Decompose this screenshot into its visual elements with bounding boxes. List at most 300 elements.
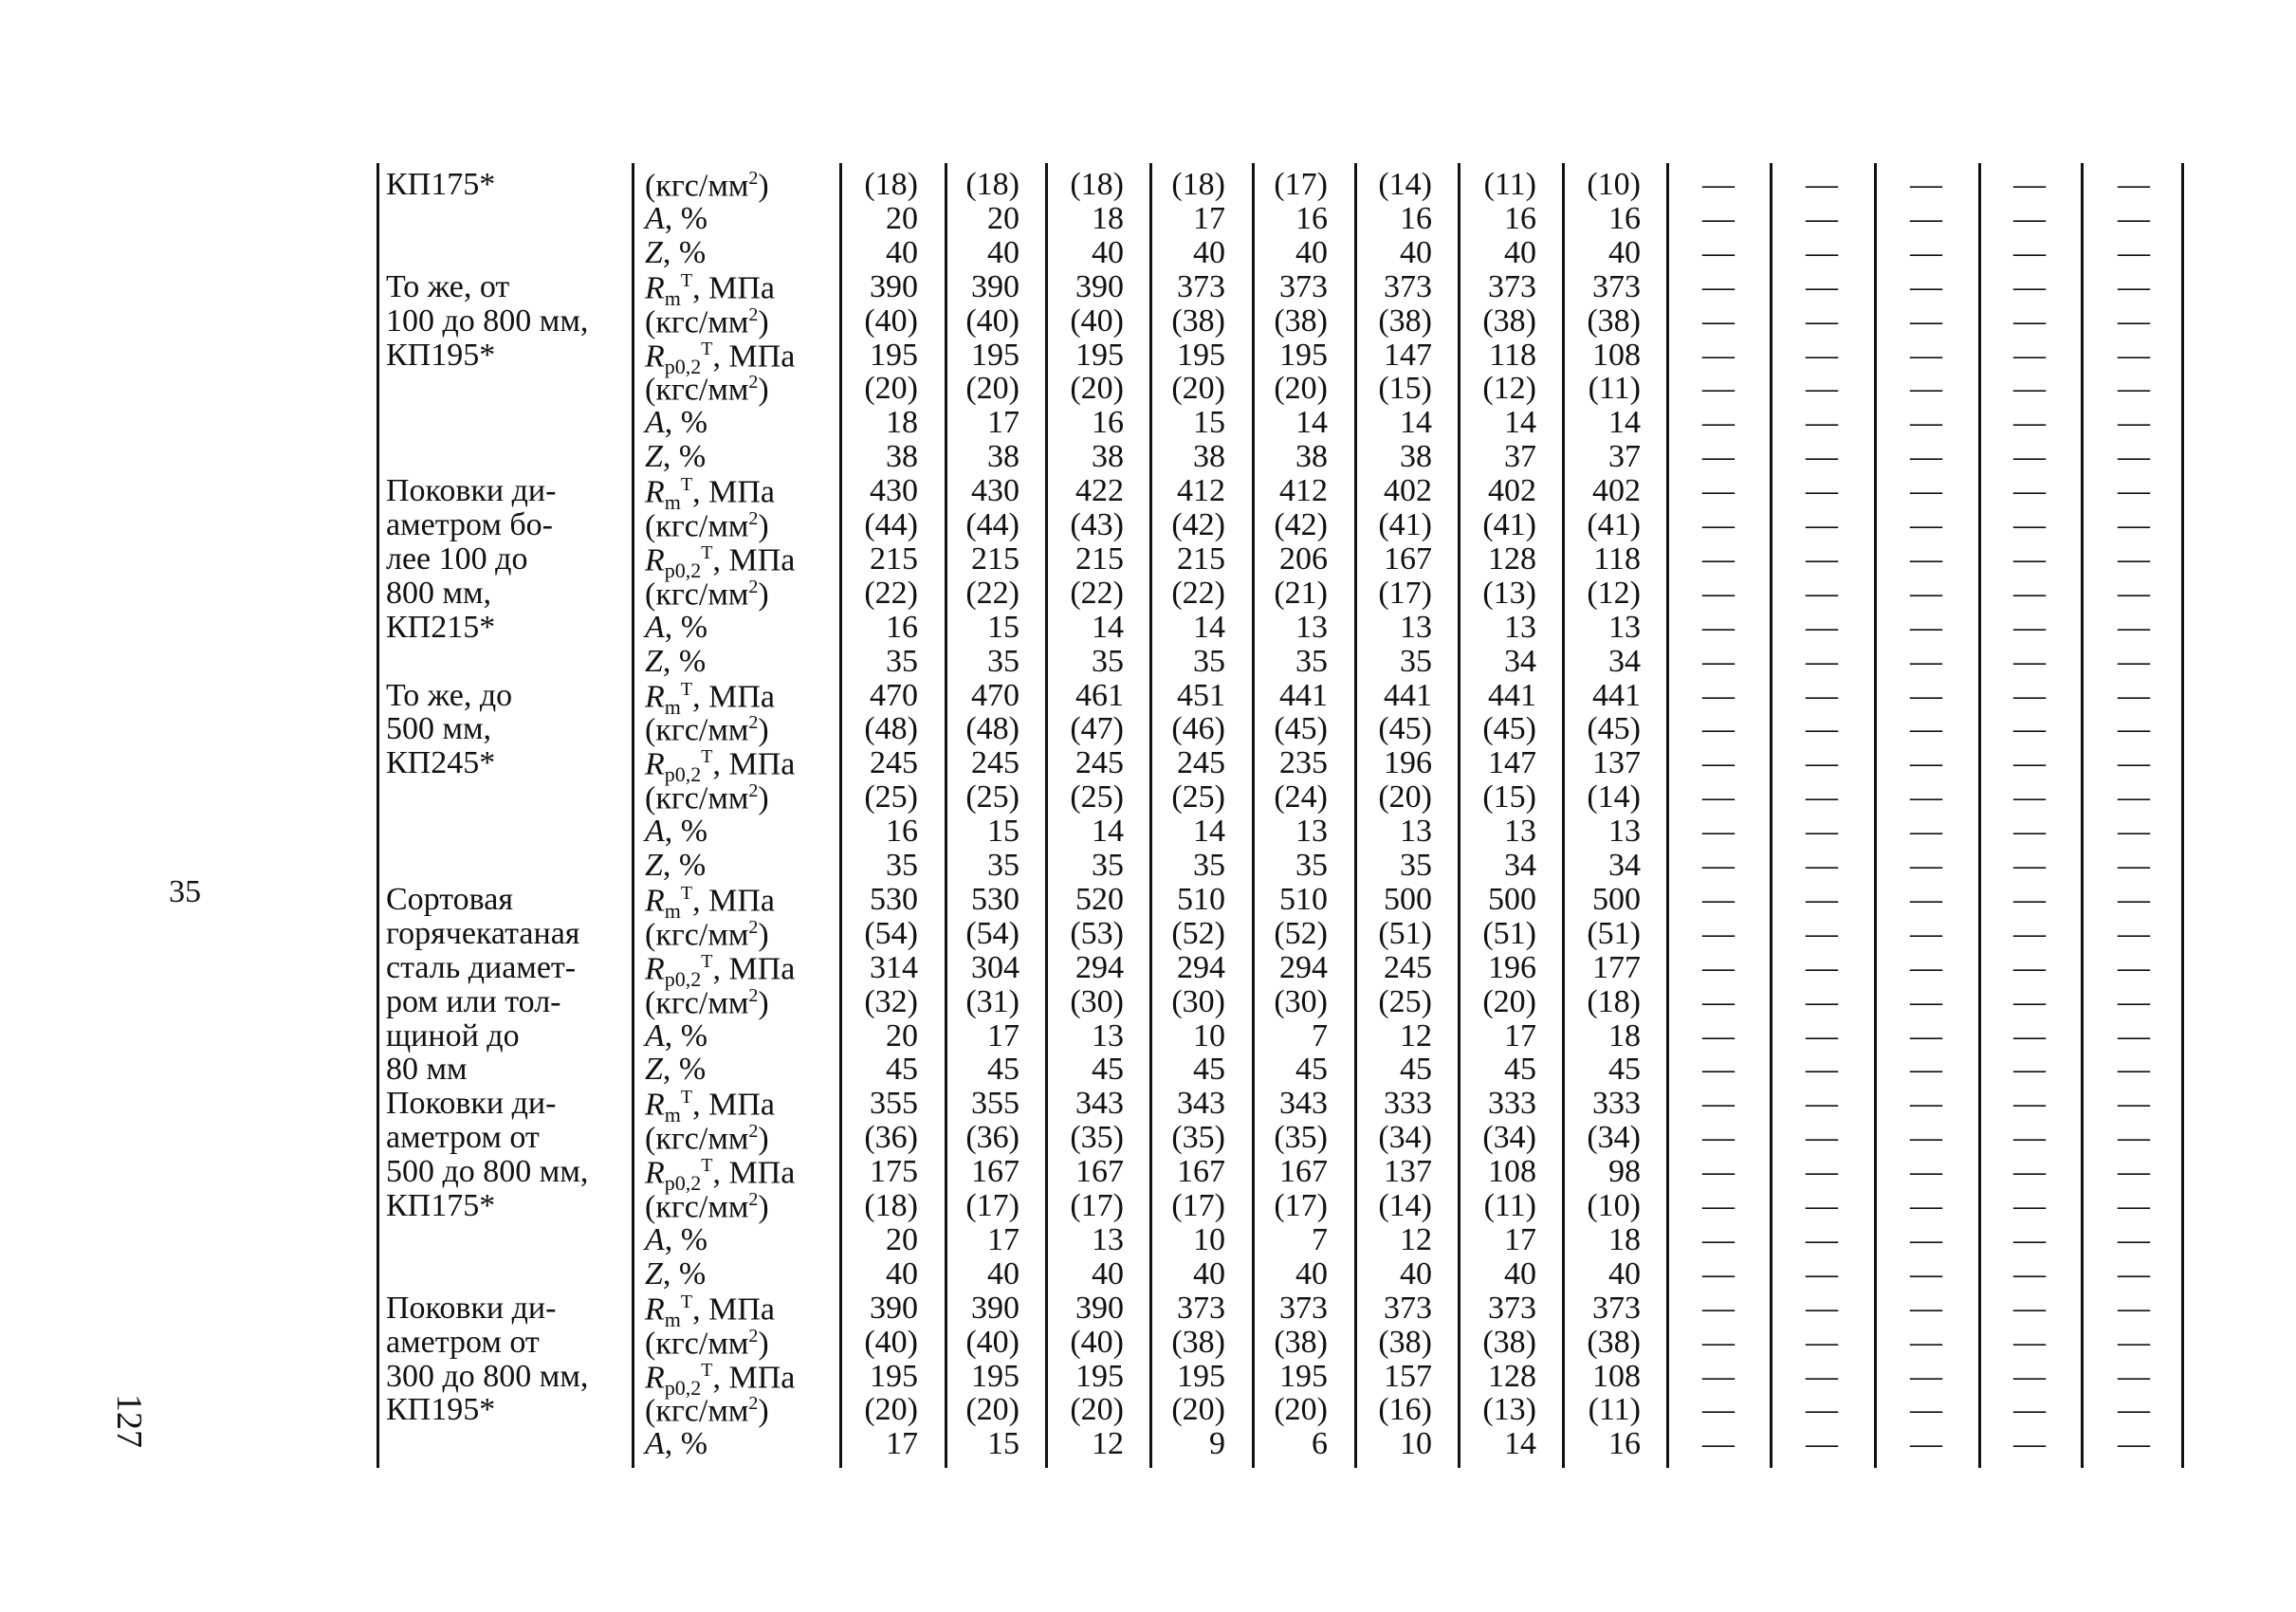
empty-dash-cell: — [1702,1052,1735,1088]
value-cell: (52) [1274,915,1328,951]
value-cell: 40 [1295,1255,1328,1291]
value-cell: 40 [1608,1255,1641,1291]
empty-dash-cell: — [1910,779,1942,815]
empty-dash-cell: — [1910,200,1942,236]
value-cell: 16 [1400,200,1432,236]
value-cell: (15) [1482,779,1536,815]
empty-dash-cell: — [1702,1086,1735,1122]
empty-dash-cell: — [1806,1358,1838,1394]
empty-dash-cell: — [1806,200,1838,236]
value-cell: (25) [1171,779,1225,815]
value-cell: 373 [1177,1290,1225,1326]
value-cell: (38) [1171,302,1225,339]
value-cell: 15 [1193,405,1225,441]
value-cell: (31) [965,983,1019,1019]
value-cell: 470 [971,677,1019,713]
value-cell: 17 [1504,1221,1536,1257]
property-cell: $(кгс/мм^2)$ [645,303,769,339]
value-cell: 38 [987,439,1019,475]
value-cell: 195 [1075,1358,1124,1394]
value-cell: 45 [1400,1052,1432,1088]
empty-dash-cell: — [1806,405,1838,441]
empty-dash-cell: — [2118,1426,2150,1462]
value-cell: 147 [1384,337,1432,373]
value-cell: (42) [1171,507,1225,542]
empty-dash-cell: — [1702,609,1735,645]
value-cell: 412 [1279,473,1328,509]
value-cell: (25) [1378,983,1432,1019]
value-cell: (40) [1070,1324,1124,1360]
value-cell: 215 [1177,540,1225,577]
value-cell: 157 [1384,1358,1432,1394]
empty-dash-cell: — [2118,1290,2150,1326]
empty-dash-cell: — [1806,1086,1838,1122]
value-cell: 16 [886,814,918,850]
empty-dash-cell: — [1702,983,1735,1019]
value-cell: 45 [1295,1052,1328,1088]
value-cell: (34) [1482,1120,1536,1156]
value-cell: (45) [1378,711,1432,747]
value-cell: 16 [1608,1426,1641,1462]
value-cell: 13 [1504,814,1536,850]
value-cell: 510 [1279,881,1328,917]
value-cell: (14) [1378,167,1432,202]
property-cell: $(кгс/мм^2)$ [645,984,769,1020]
value-cell: (20) [864,1392,918,1428]
material-cell: То же, от [386,268,510,304]
value-cell: 40 [1092,1255,1124,1291]
empty-dash-cell: — [1806,983,1838,1019]
value-cell: 195 [1279,1358,1328,1394]
empty-dash-cell: — [1910,1358,1942,1394]
value-cell: (41) [1587,507,1641,542]
property-cell: A, % [645,1017,708,1053]
empty-dash-cell: — [2013,540,2046,577]
empty-dash-cell: — [1702,1221,1735,1257]
value-cell: (20) [965,1392,1019,1428]
value-cell: (24) [1274,779,1328,815]
value-cell: 12 [1400,1221,1432,1257]
empty-dash-cell: — [1806,1221,1838,1257]
empty-dash-cell: — [2013,949,2046,985]
property-cell: $(кгс/мм^2)$ [645,372,769,408]
empty-dash-cell: — [1806,643,1838,679]
empty-dash-cell: — [1910,302,1942,339]
empty-dash-cell: — [1702,1255,1735,1291]
value-cell: (45) [1587,711,1641,747]
column-rule [1666,163,1669,1468]
empty-dash-cell: — [1702,1426,1735,1462]
material-cell: Сортовая [386,881,513,917]
value-cell: 343 [1177,1086,1225,1122]
value-cell: (51) [1587,915,1641,951]
empty-dash-cell: — [2013,167,2046,202]
value-cell: 206 [1279,540,1328,577]
value-cell: (44) [965,507,1019,542]
property-cell: A, % [645,609,708,645]
empty-dash-cell: — [1910,371,1942,407]
empty-dash-cell: — [2013,337,2046,373]
value-cell: 40 [886,234,918,270]
empty-dash-cell: — [1910,1154,1942,1190]
property-cell: A, % [645,200,708,236]
value-cell: 34 [1504,643,1536,679]
value-cell: 373 [1279,268,1328,304]
material-cell: аметром от [386,1120,540,1156]
value-cell: 333 [1592,1086,1641,1122]
value-cell: 13 [1608,609,1641,645]
value-cell: (17) [965,1188,1019,1223]
empty-dash-cell: — [2013,371,2046,407]
empty-dash-cell: — [1910,643,1942,679]
value-cell: 38 [1193,439,1225,475]
empty-dash-cell: — [1806,1290,1838,1326]
value-cell: 17 [1193,200,1225,236]
value-cell: (46) [1171,711,1225,747]
empty-dash-cell: — [1702,371,1735,407]
column-rule [2081,163,2084,1468]
value-cell: (38) [1274,1324,1328,1360]
value-cell: (38) [1587,302,1641,339]
empty-dash-cell: — [2118,302,2150,339]
value-cell: (40) [864,302,918,339]
value-cell: (18) [965,167,1019,202]
value-cell: 35 [1193,848,1225,883]
value-cell: (17) [1274,1188,1328,1223]
empty-dash-cell: — [1702,507,1735,542]
empty-dash-cell: — [2013,1392,2046,1428]
value-cell: (38) [1378,302,1432,339]
value-cell: 35 [1092,643,1124,679]
value-cell: 461 [1075,677,1124,713]
empty-dash-cell: — [1910,405,1942,441]
value-cell: (35) [1274,1120,1328,1156]
empty-dash-cell: — [2118,983,2150,1019]
empty-dash-cell: — [2013,609,2046,645]
empty-dash-cell: — [2118,371,2150,407]
empty-dash-cell: — [1910,167,1942,202]
empty-dash-cell: — [2118,540,2150,577]
empty-dash-cell: — [2013,1120,2046,1156]
value-cell: 17 [886,1426,918,1462]
empty-dash-cell: — [2118,1221,2150,1257]
empty-dash-cell: — [1910,1426,1942,1462]
value-cell: 412 [1177,473,1225,509]
material-cell: сталь диамет- [386,949,577,985]
value-cell: 373 [1488,1290,1536,1326]
empty-dash-cell: — [1702,575,1735,611]
value-cell: 38 [886,439,918,475]
empty-dash-cell: — [1806,1392,1838,1428]
value-cell: 430 [870,473,918,509]
property-cell: $R_m^T$, МПа [645,882,776,924]
empty-dash-cell: — [1806,1255,1838,1291]
empty-dash-cell: — [1702,1324,1735,1360]
value-cell: 14 [1504,1426,1536,1462]
property-cell: $(кгс/мм^2)$ [645,576,769,613]
property-cell: $(кгс/мм^2)$ [645,1121,769,1157]
value-cell: (17) [1070,1188,1124,1223]
property-cell: $R_{p0,2}^T$, МПа [645,338,796,378]
property-cell: Z, % [645,234,707,270]
value-cell: 294 [1075,949,1124,985]
empty-dash-cell: — [1910,677,1942,713]
value-cell: (43) [1070,507,1124,542]
property-cell: Z, % [645,1052,707,1088]
column-rule [377,163,379,1468]
value-cell: (18) [1587,983,1641,1019]
value-cell: (54) [864,915,918,951]
value-cell: 40 [1400,234,1432,270]
value-cell: 390 [870,1290,918,1326]
empty-dash-cell: — [1702,711,1735,747]
empty-dash-cell: — [1806,337,1838,373]
side-number: 35 [169,874,201,909]
value-cell: 13 [1295,814,1328,850]
empty-dash-cell: — [1806,507,1838,542]
empty-dash-cell: — [1806,1188,1838,1223]
empty-dash-cell: — [2118,405,2150,441]
value-cell: 13 [1504,609,1536,645]
property-cell: $(кгс/мм^2)$ [645,1325,769,1361]
material-cell: КП195* [386,1392,496,1428]
value-cell: 18 [886,405,918,441]
empty-dash-cell: — [1910,881,1942,917]
value-cell: (30) [1171,983,1225,1019]
empty-dash-cell: — [2118,915,2150,951]
value-cell: 333 [1488,1086,1536,1122]
empty-dash-cell: — [1702,1154,1735,1190]
value-cell: 13 [1092,1017,1124,1053]
empty-dash-cell: — [2118,1188,2150,1223]
empty-dash-cell: — [2118,1255,2150,1291]
empty-dash-cell: — [1910,1392,1942,1428]
value-cell: 118 [1593,540,1641,577]
empty-dash-cell: — [1806,268,1838,304]
value-cell: (10) [1587,167,1641,202]
value-cell: (51) [1378,915,1432,951]
value-cell: 40 [886,1255,918,1291]
material-cell: КП215* [386,609,496,645]
value-cell: (16) [1378,1392,1432,1428]
value-cell: 13 [1400,814,1432,850]
value-cell: 402 [1592,473,1641,509]
column-rule [1045,163,1048,1468]
value-cell: (10) [1587,1188,1641,1223]
value-cell: (36) [864,1120,918,1156]
value-cell: 195 [1279,337,1328,373]
value-cell: 108 [1592,1358,1641,1394]
value-cell: 390 [1075,268,1124,304]
value-cell: (18) [1070,167,1124,202]
value-cell: 177 [1592,949,1641,985]
property-cell: $(кгс/мм^2)$ [645,916,769,953]
value-cell: (20) [1070,371,1124,407]
empty-dash-cell: — [1806,473,1838,509]
empty-dash-cell: — [1702,949,1735,985]
value-cell: (38) [1482,302,1536,339]
empty-dash-cell: — [1702,302,1735,339]
value-cell: 14 [1400,405,1432,441]
value-cell: (11) [1588,371,1641,407]
value-cell: 373 [1592,268,1641,304]
value-cell: (30) [1070,983,1124,1019]
value-cell: 470 [870,677,918,713]
property-cell: $R_{p0,2}^T$, МПа [645,1359,796,1400]
value-cell: (25) [1070,779,1124,815]
empty-dash-cell: — [2013,643,2046,679]
value-cell: (20) [1378,779,1432,815]
value-cell: 17 [987,1221,1019,1257]
empty-dash-cell: — [2013,1324,2046,1360]
value-cell: (35) [1070,1120,1124,1156]
empty-dash-cell: — [1910,575,1942,611]
value-cell: (20) [1171,371,1225,407]
empty-dash-cell: — [2013,1426,2046,1462]
empty-dash-cell: — [1806,814,1838,850]
empty-dash-cell: — [1910,473,1942,509]
value-cell: 195 [870,337,918,373]
value-cell: 40 [987,1255,1019,1291]
value-cell: (14) [1587,779,1641,815]
empty-dash-cell: — [1806,167,1838,202]
empty-dash-cell: — [1702,337,1735,373]
value-cell: 245 [870,745,918,781]
value-cell: 402 [1488,473,1536,509]
value-cell: 195 [971,1358,1019,1394]
value-cell: 108 [1488,1154,1536,1190]
value-cell: 35 [1400,643,1432,679]
value-cell: 430 [971,473,1019,509]
empty-dash-cell: — [1806,439,1838,475]
value-cell: 13 [1400,609,1432,645]
value-cell: 38 [1400,439,1432,475]
empty-dash-cell: — [2013,439,2046,475]
value-cell: 7 [1312,1017,1328,1053]
value-cell: 18 [1608,1221,1641,1257]
empty-dash-cell: — [2118,507,2150,542]
value-cell: (13) [1482,1392,1536,1428]
value-cell: (17) [1274,167,1328,202]
empty-dash-cell: — [1806,745,1838,781]
value-cell: 40 [1092,234,1124,270]
value-cell: (22) [965,575,1019,611]
value-cell: 40 [1400,1255,1432,1291]
property-cell: $R_{p0,2}^T$, МПа [645,541,796,583]
empty-dash-cell: — [1806,540,1838,577]
value-cell: 18 [1092,200,1124,236]
empty-dash-cell: — [1806,302,1838,339]
value-cell: (11) [1483,167,1536,202]
empty-dash-cell: — [2118,848,2150,883]
value-cell: 195 [1177,337,1225,373]
value-cell: (18) [864,1188,918,1223]
value-cell: (40) [864,1324,918,1360]
value-cell: (34) [1587,1120,1641,1156]
value-cell: 15 [987,1426,1019,1462]
empty-dash-cell: — [1910,814,1942,850]
value-cell: 137 [1384,1154,1432,1190]
value-cell: 12 [1092,1426,1124,1462]
property-cell: $R_m^T$, МПа [645,474,776,515]
value-cell: 40 [1295,234,1328,270]
empty-dash-cell: — [1910,1188,1942,1223]
empty-dash-cell: — [2118,745,2150,781]
value-cell: 16 [1608,200,1641,236]
material-cell: КП245* [386,745,496,781]
material-cell: лее 100 до [386,540,528,577]
empty-dash-cell: — [2013,1358,2046,1394]
value-cell: 167 [1279,1154,1328,1190]
value-cell: 128 [1488,1358,1536,1394]
value-cell: (17) [1378,575,1432,611]
property-cell: $(кгс/мм^2)$ [645,168,769,204]
value-cell: 235 [1279,745,1328,781]
empty-dash-cell: — [1910,1017,1942,1053]
column-rule [839,163,842,1468]
empty-dash-cell: — [2118,1324,2150,1360]
value-cell: 37 [1608,439,1641,475]
value-cell: (17) [1171,1188,1225,1223]
value-cell: 18 [1608,1017,1641,1053]
empty-dash-cell: — [2118,609,2150,645]
empty-dash-cell: — [2118,473,2150,509]
empty-dash-cell: — [1910,609,1942,645]
property-cell: $(кгс/мм^2)$ [645,712,769,748]
empty-dash-cell: — [2118,439,2150,475]
value-cell: 35 [987,848,1019,883]
column-rule [1562,163,1565,1468]
value-cell: (40) [1070,302,1124,339]
column-rule [1978,163,1981,1468]
value-cell: 40 [1504,234,1536,270]
value-cell: 12 [1400,1017,1432,1053]
empty-dash-cell: — [2118,167,2150,202]
empty-dash-cell: — [2013,983,2046,1019]
empty-dash-cell: — [2013,200,2046,236]
empty-dash-cell: — [2118,881,2150,917]
value-cell: (47) [1070,711,1124,747]
value-cell: 35 [1295,848,1328,883]
value-cell: 98 [1608,1154,1641,1190]
value-cell: 20 [886,1017,918,1053]
value-cell: 35 [886,643,918,679]
value-cell: 195 [1177,1358,1225,1394]
value-cell: 333 [1384,1086,1432,1122]
value-cell: 35 [1092,848,1124,883]
material-cell: 80 мм [386,1052,468,1088]
empty-dash-cell: — [1702,540,1735,577]
material-cell: 800 мм, [386,575,492,611]
empty-dash-cell: — [1702,167,1735,202]
value-cell: (40) [965,302,1019,339]
value-cell: 35 [1193,643,1225,679]
material-cell: Поковки ди- [386,1086,557,1122]
value-cell: 530 [971,881,1019,917]
empty-dash-cell: — [2013,234,2046,270]
empty-dash-cell: — [1806,234,1838,270]
empty-dash-cell: — [2118,779,2150,815]
material-cell: КП195* [386,337,496,373]
material-cell: 300 до 800 мм, [386,1358,589,1394]
value-cell: 14 [1193,814,1225,850]
value-cell: 38 [1092,439,1124,475]
material-cell: щиной до [386,1017,520,1053]
empty-dash-cell: — [1806,371,1838,407]
value-cell: 40 [1193,1255,1225,1291]
value-cell: 17 [987,405,1019,441]
empty-dash-cell: — [2118,1017,2150,1053]
